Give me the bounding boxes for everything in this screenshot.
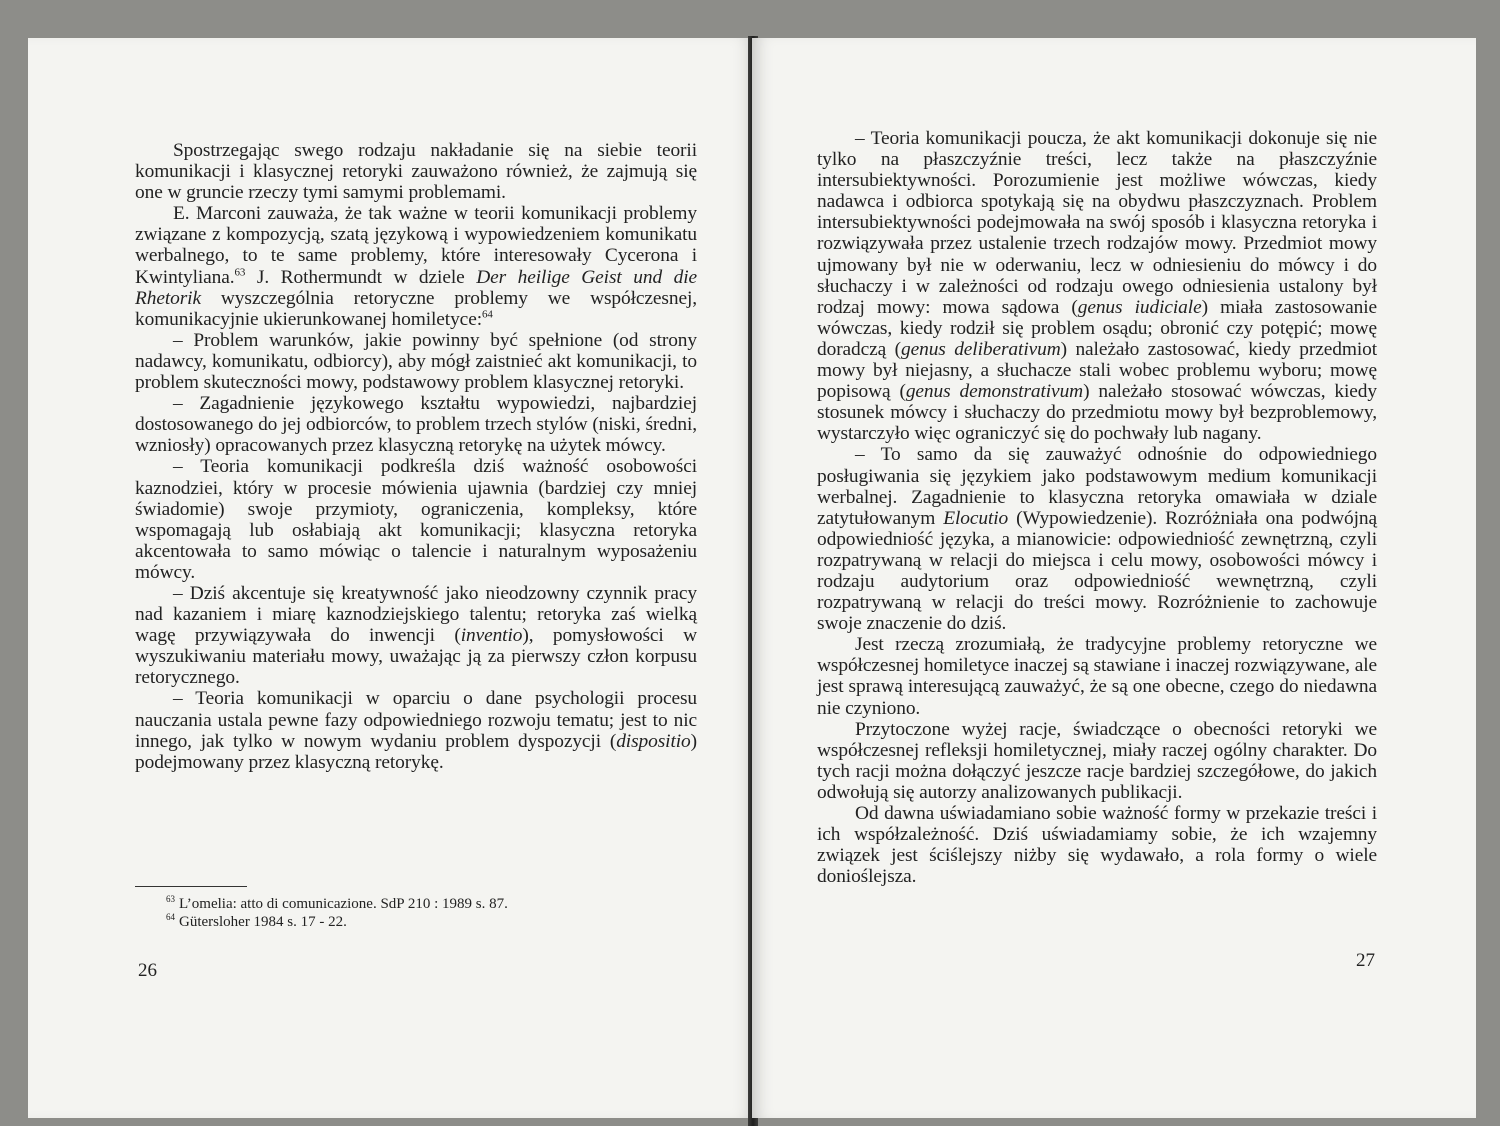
paragraph: – Teoria komunikacji w oparciu o dane psychologii procesu nauczania ustala pewne fazy odpowiedniego rozwoju tematu; jest to nic innego, jak tylko w nowym wydaniu problem dyspozycji (dispositio) podejmowany przez klasyczną retorykę. bbox=[135, 688, 697, 773]
paragraph: Od dawna uświadamiano sobie ważność formy w przekazie treści i ich współzależność. Dziś uświadamiamy sobie, że ich wzajemny związek jest ściślejszy niżby się wydawało, a rola formy o wiele donioślejsza. bbox=[817, 803, 1377, 888]
paragraph: Przytoczone wyżej racje, świadczące o obecności retoryki we współczesnej refleksji homiletycznej, miały raczej ogólny charakter. Do tych racji można dołączyć jeszcze racje bardziej szczegółowe, do jakich odwołują się autorzy analizowanych publikacji. bbox=[817, 718, 1377, 803]
page-number: 26 bbox=[138, 960, 157, 981]
book-title: Der heilige Geist und die Rhetorik bbox=[135, 266, 698, 309]
footnote-ref: 64 bbox=[482, 308, 493, 321]
footnotes bbox=[166, 896, 666, 931]
left-page bbox=[28, 38, 754, 1118]
paragraph: Jest rzeczą zrozumiałą, że tradycyjne problemy retoryczne we współczesnej homiletyce inaczej są stawiane i inaczej rozwiązywane, ale jest sprawą interesującą zauważyć, że są one obecne, czego do niedawna nie czyniono. bbox=[817, 634, 1377, 719]
paragraph: – To samo da się zauważyć odnośnie do odpowiedniego posługiwania się językiem jako podstawowym medium komunikacji werbalnej. Zagadnienie to klasyczna retoryka omawiała w dziale zatytułowanym Elocutio (Wypowiedzenie). Rozróżniała ona podwójną odpowiedniość języka, a mianowicie: odpowiedniość zewnętrzną, czyli rozpatrywaną w relacji do miejsca i celu mowy, osobowości mówcy i rodzaju audytorium oraz odpowiedniość wewnętrzną, czyli rozpatrywaną w relacji do treści mowy. Rozróżnienie to zachowuje swoje znaczenie do dziś. bbox=[817, 444, 1377, 635]
left-page-body bbox=[135, 140, 697, 773]
paragraph: – Teoria komunikacji podkreśla dziś ważność osobowości kaznodziei, który w procesie mówienia ujawnia (bardziej czy mniej świadomie) swoje przymioty, ograniczenia, kompleksy, które wspomagają lub osłabiają akt komunikacji; klasyczna retoryka akcentowała to samo mówiąc o talencie i naturalnym wyposażeniu mówcy. bbox=[135, 456, 697, 583]
footnote-rule bbox=[135, 886, 247, 887]
footnote: $^{64}$ Gütersloher 1984 s. 17 - 22. bbox=[166, 911, 347, 930]
paragraph: – Zagadnienie językowego kształtu wypowiedzi, najbardziej dostosowanego do jej odbiorców, to problem trzech stylów (niski, średni, wzniosły) opracowanych przez klasyczną retorykę na użytek mówcy. bbox=[135, 393, 697, 457]
paragraph: Spostrzegając swego rodzaju nakładanie się na siebie teorii komunikacji i klasycznej retoryki zauważono również, że zajmują się one w gruncie rzeczy tymi samymi problemami. bbox=[135, 140, 697, 204]
page-number: 27 bbox=[1356, 950, 1375, 971]
right-page-body bbox=[817, 128, 1377, 887]
footnote: $^{63}$ L’omelia: atto di comunicazione. SdP 210 : 1989 s. 87. bbox=[166, 894, 508, 912]
paragraph: – Teoria komunikacji poucza, że akt komunikacji dokonuje się nie tylko na płaszczyźnie treści, lecz także na płaszczyźnie intersubiektywności. Porozumienie jest możliwe wówczas, kiedy nadawca i odbiorca spotykają się na obydwu płaszczyznach. Problem intersubiektywności podejmowała na swój sposób i klasyczna retoryka i rozwiązywała przez ustalenie trzech rodzajów mowy. Przedmiot mowy ujmowany był nie w oderwaniu, lecz w odniesieniu do mówcy i do słuchaczy i w zależności od rodzaju owego odniesienia ustalony był rodzaj mowy: mowa sądowa (genus iudiciale) miała zastosowanie wówczas, kiedy rodził się problem osądu; obronić czy potępić; mowę doradczą (genus deliberativum) należało zastosować, kiedy przedmiot mowy był niejasny, a słuchacze stali wobec problemu wyboru; mowę popisową (genus demonstrativum) należało stosować wówczas, kiedy stosunek mówcy i słuchaczy do przedmiotu mowy był bezproblemowy, wystarczyło więc ograniczyć się do pochwały lub nagany. bbox=[817, 128, 1378, 445]
right-page bbox=[752, 38, 1476, 1118]
paragraph: – Dziś akcentuje się kreatywność jako nieodzowny czynnik pracy nad kazaniem i miarę kaznodziejskiego talentu; retoryka zaś wielką wagę przywiązywała do inwencji (inventio), pomysłowości w wyszukiwaniu materiału mowy, uważając ją za pierwszy człon korpusu retorycznego. bbox=[135, 582, 698, 689]
paragraph: – Problem warunków, jakie powinny być spełnione (od strony nadawcy, komunikatu, odbiorcy), aby mógł zaistnieć akt komunikacji, to problem skuteczności mowy, podstawowy problem klasycznej retoryki. bbox=[135, 329, 697, 394]
paragraph: E. Marconi zauważa, że tak ważne w teorii komunikacji problemy związane z kompozycją, szatą językową i wypowiedzeniem komunikatu werbalnego, to te same problemy, które interesowały Cycerona i Kwintyliana.$^{63}$ J. Rothermundt w dziele Der heilige Geist und die Rhetorik wyszczególnia retoryczne problemy we współczesnej, komunikacyjnie ukierunkowanej homiletyce:$^{64}$ bbox=[135, 203, 698, 330]
footnote-ref: 63 bbox=[234, 266, 246, 279]
